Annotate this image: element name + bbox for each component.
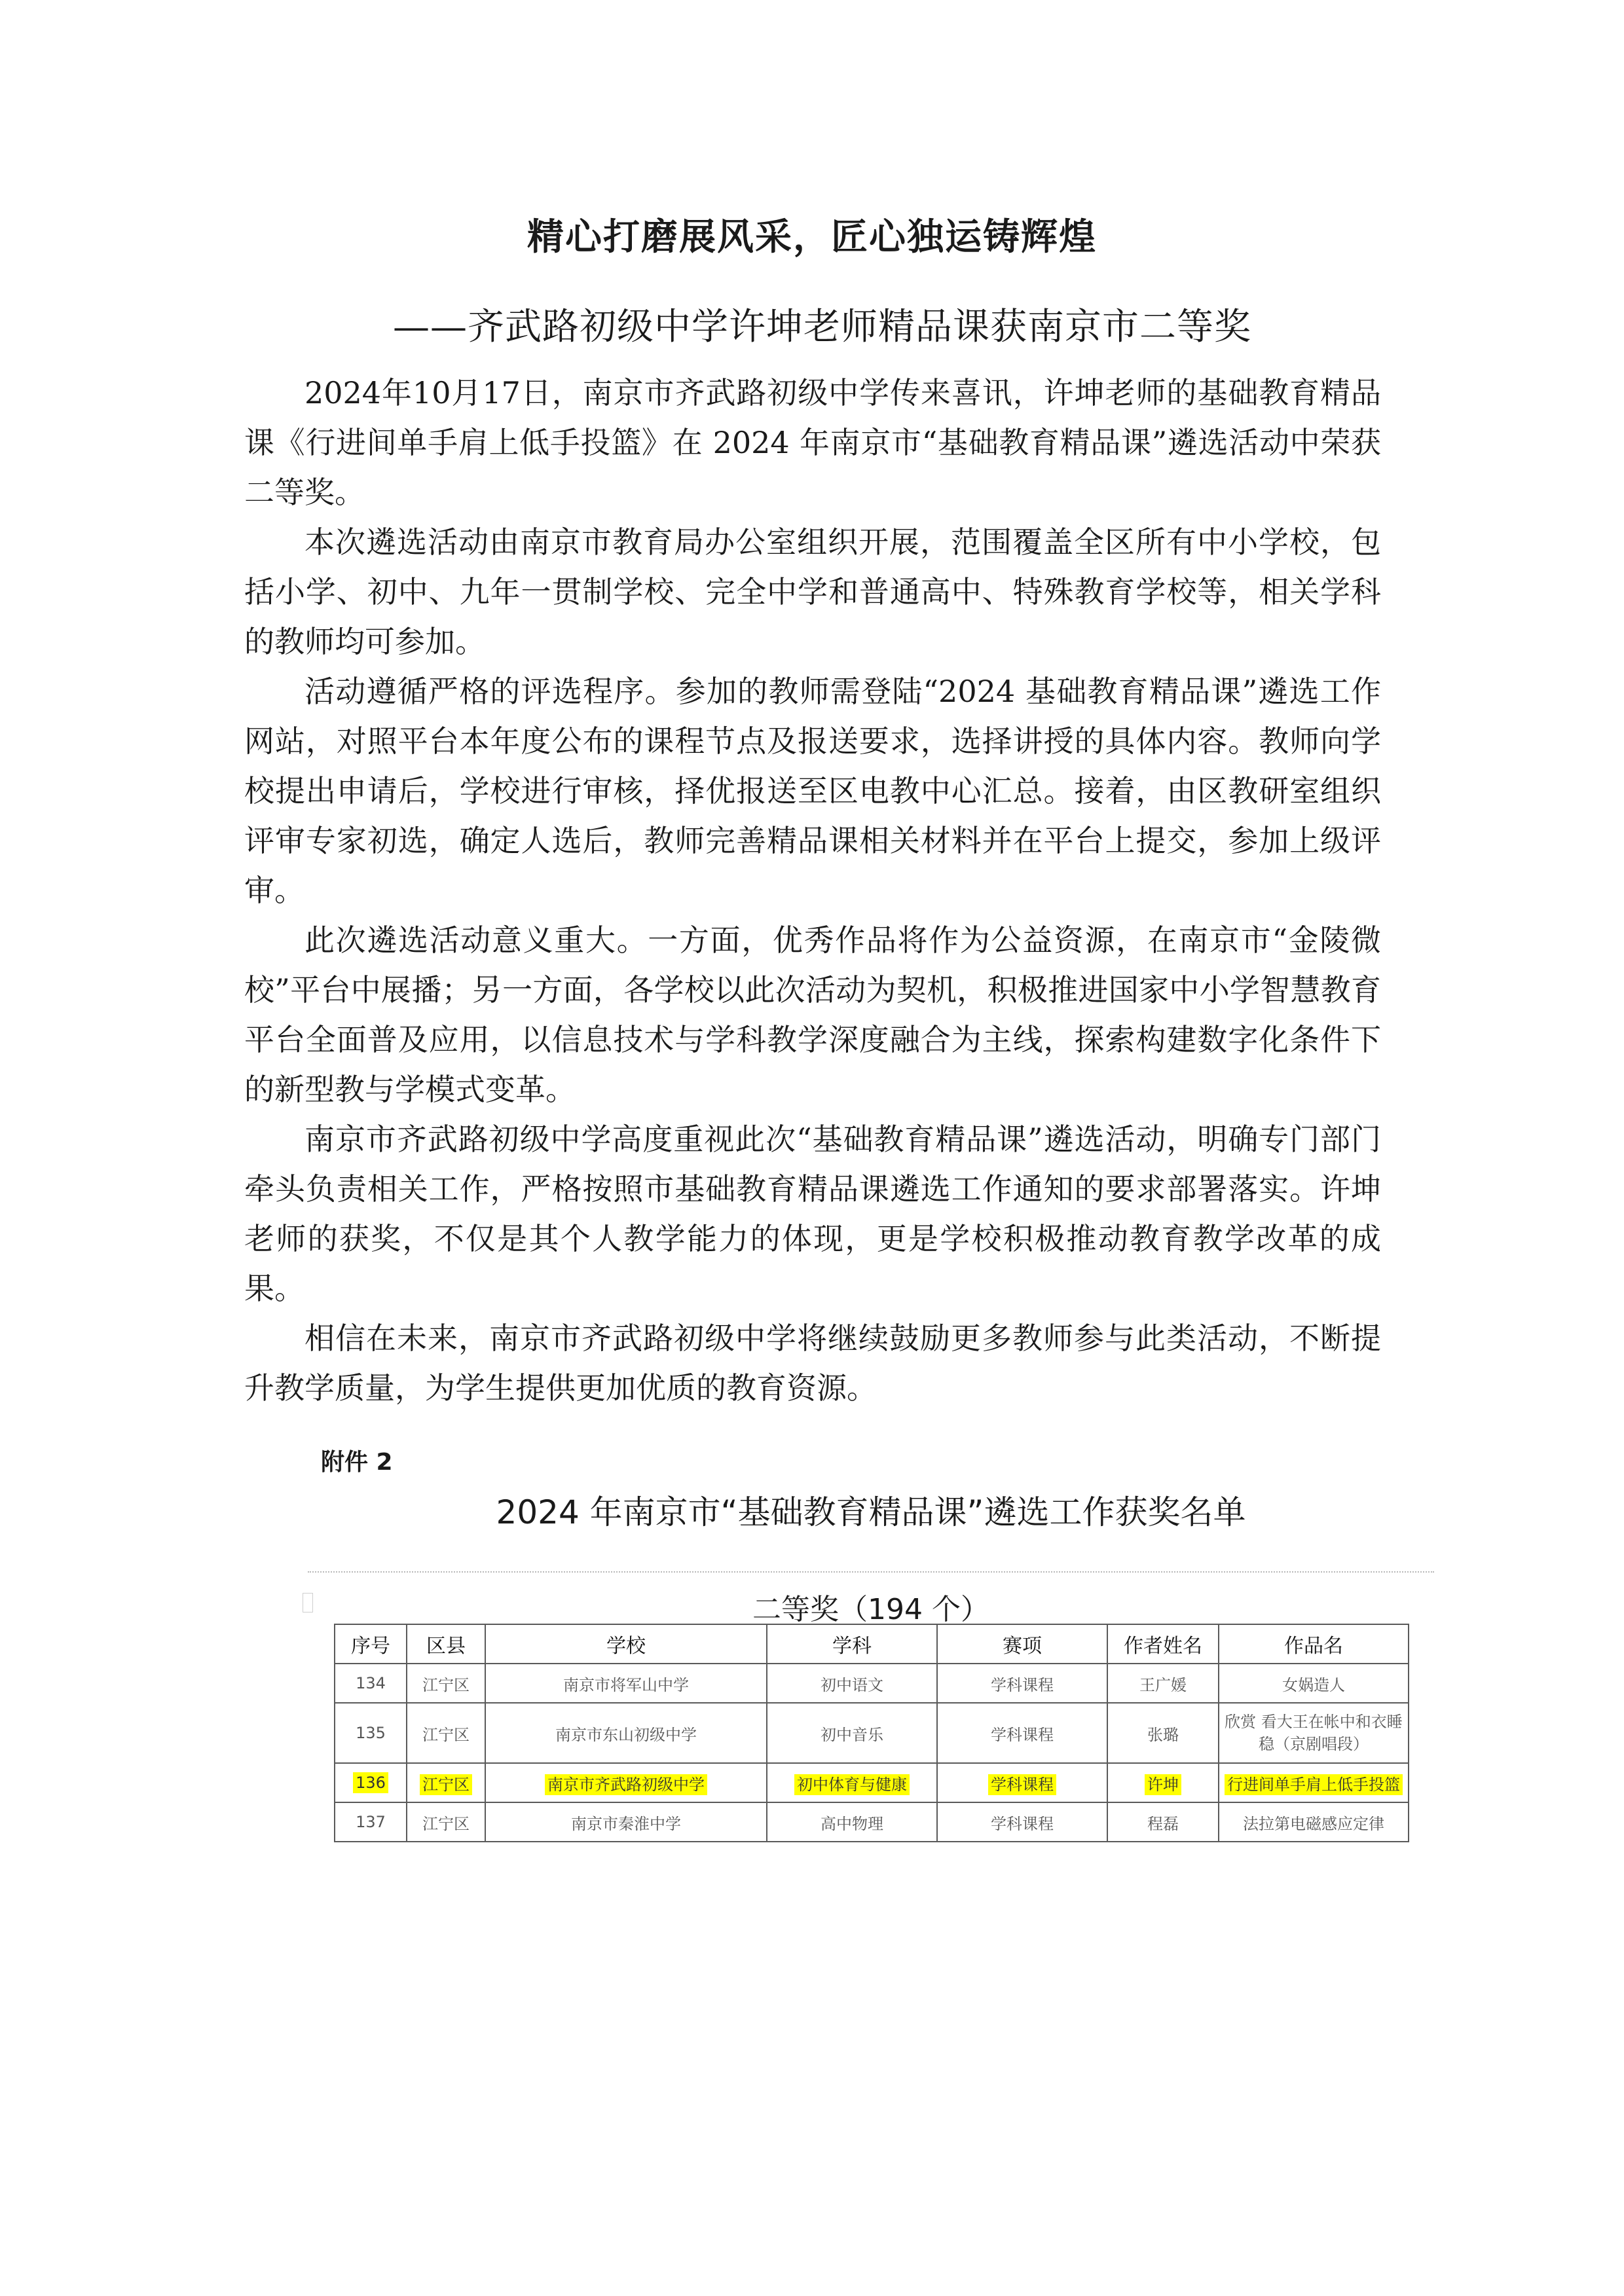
table-cell: 学科课程 (937, 1664, 1107, 1703)
table-cell: 法拉第电磁感应定律 (1219, 1802, 1409, 1842)
article-body (244, 368, 1381, 1413)
table-cell (335, 1763, 407, 1802)
attachment-title: 2024 年南京市“基础教育精品课”遴选工作获奖名单 (496, 1493, 1246, 1531)
table-cell (1107, 1763, 1219, 1802)
paragraph: 2024年10月17日，南京市齐武路初级中学传来喜讯，许坤老师的基础教育精品课《行进间单手肩上低手投篮》在 2024 年南京市“基础教育精品课”遴选活动中荣获二等奖。 (244, 375, 1382, 510)
paragraph: 相信在未来，南京市齐武路初级中学将继续鼓励更多教师参与此类活动，不断提升教学质量，为学生提供更加优质的教育资源。 (244, 1321, 1381, 1406)
table-row (335, 1703, 1409, 1763)
table-row (335, 1802, 1409, 1842)
column-header: 区县 (407, 1624, 485, 1664)
table-cell: 134 (335, 1664, 407, 1703)
table-cell: 135 (335, 1703, 407, 1763)
table-row (335, 1664, 1409, 1703)
paragraph: 此次遴选活动意义重大。一方面，优秀作品将作为公益资源，在南京市“金陵微校”平台中展播；另一方面，各学校以此次活动为契机，积极推进国家中小学智慧教育平台全面普及应用，以信息技术与学科教学深度融合为主线，探索构建数字化条件下的新型教与学模式变革。 (244, 922, 1381, 1107)
table-cell: 初中语文 (767, 1664, 937, 1703)
awards-table (334, 1624, 1409, 1842)
column-header: 学校 (485, 1624, 767, 1664)
table-cell (767, 1763, 937, 1802)
highlight: 136 (353, 1772, 388, 1793)
paragraph: 本次遴选活动由南京市教育局办公室组织开展，范围覆盖全区所有中小学校，包括小学、初中、九年一贯制学校、完全中学和普通高中、特殊教育学校等，相关学科的教师均可参加。 (244, 524, 1381, 659)
table-header-row (335, 1624, 1409, 1664)
column-header: 赛项 (937, 1624, 1107, 1664)
attachment-screenshot (308, 1434, 1434, 1840)
highlight: 初中体育与健康 (794, 1774, 910, 1795)
table-cell (485, 1763, 767, 1802)
table-cell: 欣赏 看大王在帐中和衣睡稳（京剧唱段） (1219, 1703, 1409, 1763)
table-cell: 女娲造人 (1219, 1664, 1409, 1703)
table-cell: 初中音乐 (767, 1703, 937, 1763)
highlight: 学科课程 (988, 1774, 1056, 1795)
divider (308, 1571, 1434, 1573)
table-cell: 高中物理 (767, 1802, 937, 1842)
table-cell: 南京市秦淮中学 (485, 1802, 767, 1842)
table-cell: 王广媛 (1107, 1664, 1219, 1703)
table-cell (407, 1763, 485, 1802)
paragraph: 活动遵循严格的评选程序。参加的教师需登陆“2024 基础教育精品课”遴选工作网站，对照平台本年度公布的课程节点及报送要求，选择讲授的具体内容。教师向学校提出申请后，学校进行审核，择优报送至区电教中心汇总。接着，由区教研室组织评审专家初选，确定人选后，教师完善精品课相关材料并在平台上提交，参加上级评审。 (244, 674, 1381, 908)
table-cell (937, 1763, 1107, 1802)
table-cell (1219, 1763, 1409, 1802)
highlight: 南京市齐武路初级中学 (545, 1774, 707, 1795)
prize-heading: 二等奖（194 个） (752, 1593, 989, 1626)
table-cell: 学科课程 (937, 1703, 1107, 1763)
table-cell: 南京市将军山中学 (485, 1664, 767, 1703)
column-header: 学科 (767, 1624, 937, 1664)
column-header: 作品名 (1219, 1624, 1409, 1664)
highlight: 许坤 (1145, 1774, 1181, 1795)
article-subtitle: ——齐武路初级中学许坤老师精品课获南京市二等奖 (393, 306, 1251, 348)
highlight: 行进间单手肩上低手投篮 (1225, 1774, 1403, 1795)
highlight: 江宁区 (420, 1774, 472, 1795)
column-header: 序号 (335, 1624, 407, 1664)
table-cell: 江宁区 (407, 1703, 485, 1763)
article-title: 精心打磨展风采，匠心独运铸辉煌 (527, 215, 1097, 259)
paragraph: 南京市齐武路初级中学高度重视此次“基础教育精品课”遴选活动，明确专门部门牵头负责相关工作，严格按照市基础教育精品课遴选工作通知的要求部署落实。许坤老师的获奖，不仅是其个人教学能力的体现，更是学校积极推动教育教学改革的成果。 (244, 1121, 1381, 1306)
table-cell: 张璐 (1107, 1703, 1219, 1763)
attachment-label: 附件 2 (321, 1449, 393, 1476)
table-cell: 南京市东山初级中学 (485, 1703, 767, 1763)
table-cell: 程磊 (1107, 1802, 1219, 1842)
table-cell: 江宁区 (407, 1664, 485, 1703)
table-cell: 学科课程 (937, 1802, 1107, 1842)
table-cell: 137 (335, 1802, 407, 1842)
table-cell: 江宁区 (407, 1802, 485, 1842)
table-row-highlighted (335, 1763, 1409, 1802)
column-header: 作者姓名 (1107, 1624, 1219, 1664)
